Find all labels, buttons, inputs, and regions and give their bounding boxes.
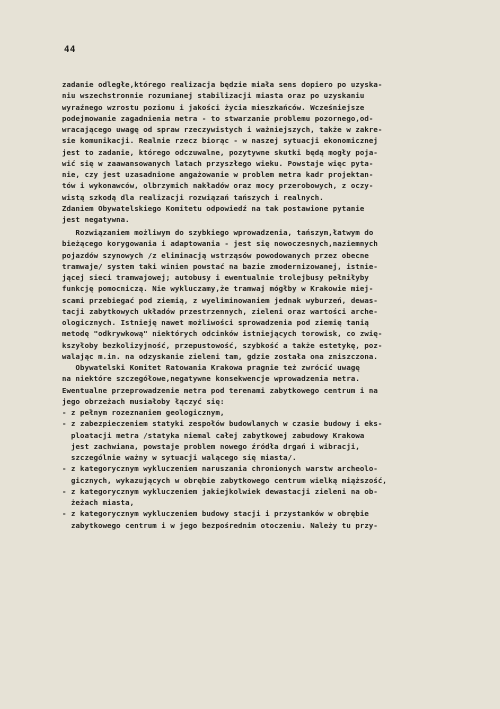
text-line: tów i wykonawców, olbrzymich nakładów oraz mocy przerobowych, z oczy-	[62, 181, 374, 191]
list-item: szczególnie ważny w sytuacji walącego się miasta/.	[62, 453, 297, 463]
text-line: Zdaniem Obywatelskiego Komitetu odpowiedź na tak postawione pytanie	[62, 203, 365, 213]
text-line: Rozwiązaniem możliwym do szybkiego wprowadzenia, tańszym,łatwym do	[62, 228, 374, 238]
text-line: niu wszechstronnie rozumianej stabilizacji miasta oraz po uzyskaniu	[62, 91, 365, 101]
text-line: Ewentualne przeprowadzenie metra pod terenami zabytkowego centrum i na	[62, 385, 378, 395]
text-line: jest to zadanie, którego odczuwalne, pozytywne skutki będą mogły poja-	[62, 147, 378, 157]
text-line: funkcję pomocniczą. Nie wykluczamy,że tramwaj mógłby w Krakowie miej-	[62, 284, 374, 294]
list-item: - z kategorycznym wykluczeniem jakiejkolwiek dewastacji zieleni na ob-	[62, 486, 378, 496]
list-item: jest zachwiana, powstaje problem nowego źródła drgań i wibracji,	[62, 441, 360, 451]
text-line: wistą szkodą dla realizacji rozwiązań tańszych i realnych.	[62, 192, 324, 202]
text-line: metodę "odkrywkową" niektórych odcinków istniejących torowisk, co zwię-	[62, 329, 383, 339]
text-line: wracającego uwagę od spraw rzeczywistych i ważniejszych, także w zakre-	[62, 125, 383, 134]
text-line: ologicznych. Istnieję nawet możliwości sprowadzenia pod ziemię tanią	[62, 318, 369, 328]
text-line: kszyłoby bezkolizyjność, przepustowość, szybkość a także estetykę, poz-	[62, 340, 383, 350]
text-line: jego obrzeżach musiałoby łączyć się:	[62, 396, 225, 406]
text-line: tramwaje/ system taki winien powstać na bazie zmodernizowanej, istnie-	[62, 261, 378, 271]
list-item: - z pełnym rozeznaniem geologicznym,	[62, 408, 225, 418]
text-line: Obywatelski Komitet Ratowania Krakowa pragnie też zwrócić uwagę	[62, 363, 360, 373]
body-text	[62, 79, 462, 531]
text-line: walając m.in. na odzyskanie zieleni tam, gdzie została ona zniszczona.	[62, 351, 378, 361]
text-line: jącej sieci tramwajowej; autobusy i ewentualnie trolejbusy pełniłyby	[62, 273, 369, 283]
text-line: na niektóre szczegółowe,negatywne konsekwencje wprowadzenia metra.	[62, 374, 360, 384]
list-item: zabytkowego centrum i w jego bezpośrednim otoczeniu. Należy tu przy-	[62, 520, 378, 530]
list-item: - z kategorycznym wykluczeniem budowy stacji i przystanków w obrębie	[62, 509, 369, 519]
text-line: tacji zabytkowych układów przestrzennych, zieleni oraz wartości arche-	[62, 306, 378, 316]
list-item: - z kategorycznym wykluczeniem naruszania chronionych warstw archeolo-	[62, 464, 378, 474]
list-item: - z zabezpieczeniem statyki zespołów budowlanych w czasie budowy i eks-	[62, 419, 383, 429]
text-line: podejmowanie zagadnienia metra - to stwarzanie problemu pozornego,od-	[62, 113, 374, 123]
list-item: żeżach miasta,	[62, 498, 135, 508]
text-line: bieżącego korygowania i adaptowania - jest się nowoczesnych,naziemnych	[62, 239, 378, 249]
list-item: ploatacji metra /statyka niemal całej zabytkowej zabudowy Krakowa	[62, 430, 365, 440]
text-line: wić się w zaawansowanych latach przyszłego wieku. Powstaje więc pyta-	[62, 158, 374, 168]
list-item: gicznych, wykazujących w obrębie zabytkowego centrum wielką miąższość,	[62, 475, 387, 485]
text-line: jest negatywna.	[62, 215, 130, 224]
text-line: zadanie odległe,którego realizacja będzie miała sens dopiero po uzyska-	[62, 80, 383, 89]
page-number: 44	[64, 45, 76, 55]
text-line: scami przebiegać pod ziemią, z wyeliminowaniem jednak wyburzeń, dewas-	[62, 295, 378, 305]
text-line: wyraźnego wzrostu poziomu i jakości życia mieszkańców. Wcześniejsze	[62, 102, 365, 112]
text-line: pojazdów szynowych /z eliminacją wstrząsów powodowanych przez obecne	[62, 250, 369, 260]
text-line: nie, czy jest uzasadnione angażowanie w problem metra kadr projektan-	[62, 170, 374, 179]
text-line: sie komunikacji. Realnie rzecz biorąc - w naszej sytuacji ekonomicznej	[62, 136, 378, 146]
